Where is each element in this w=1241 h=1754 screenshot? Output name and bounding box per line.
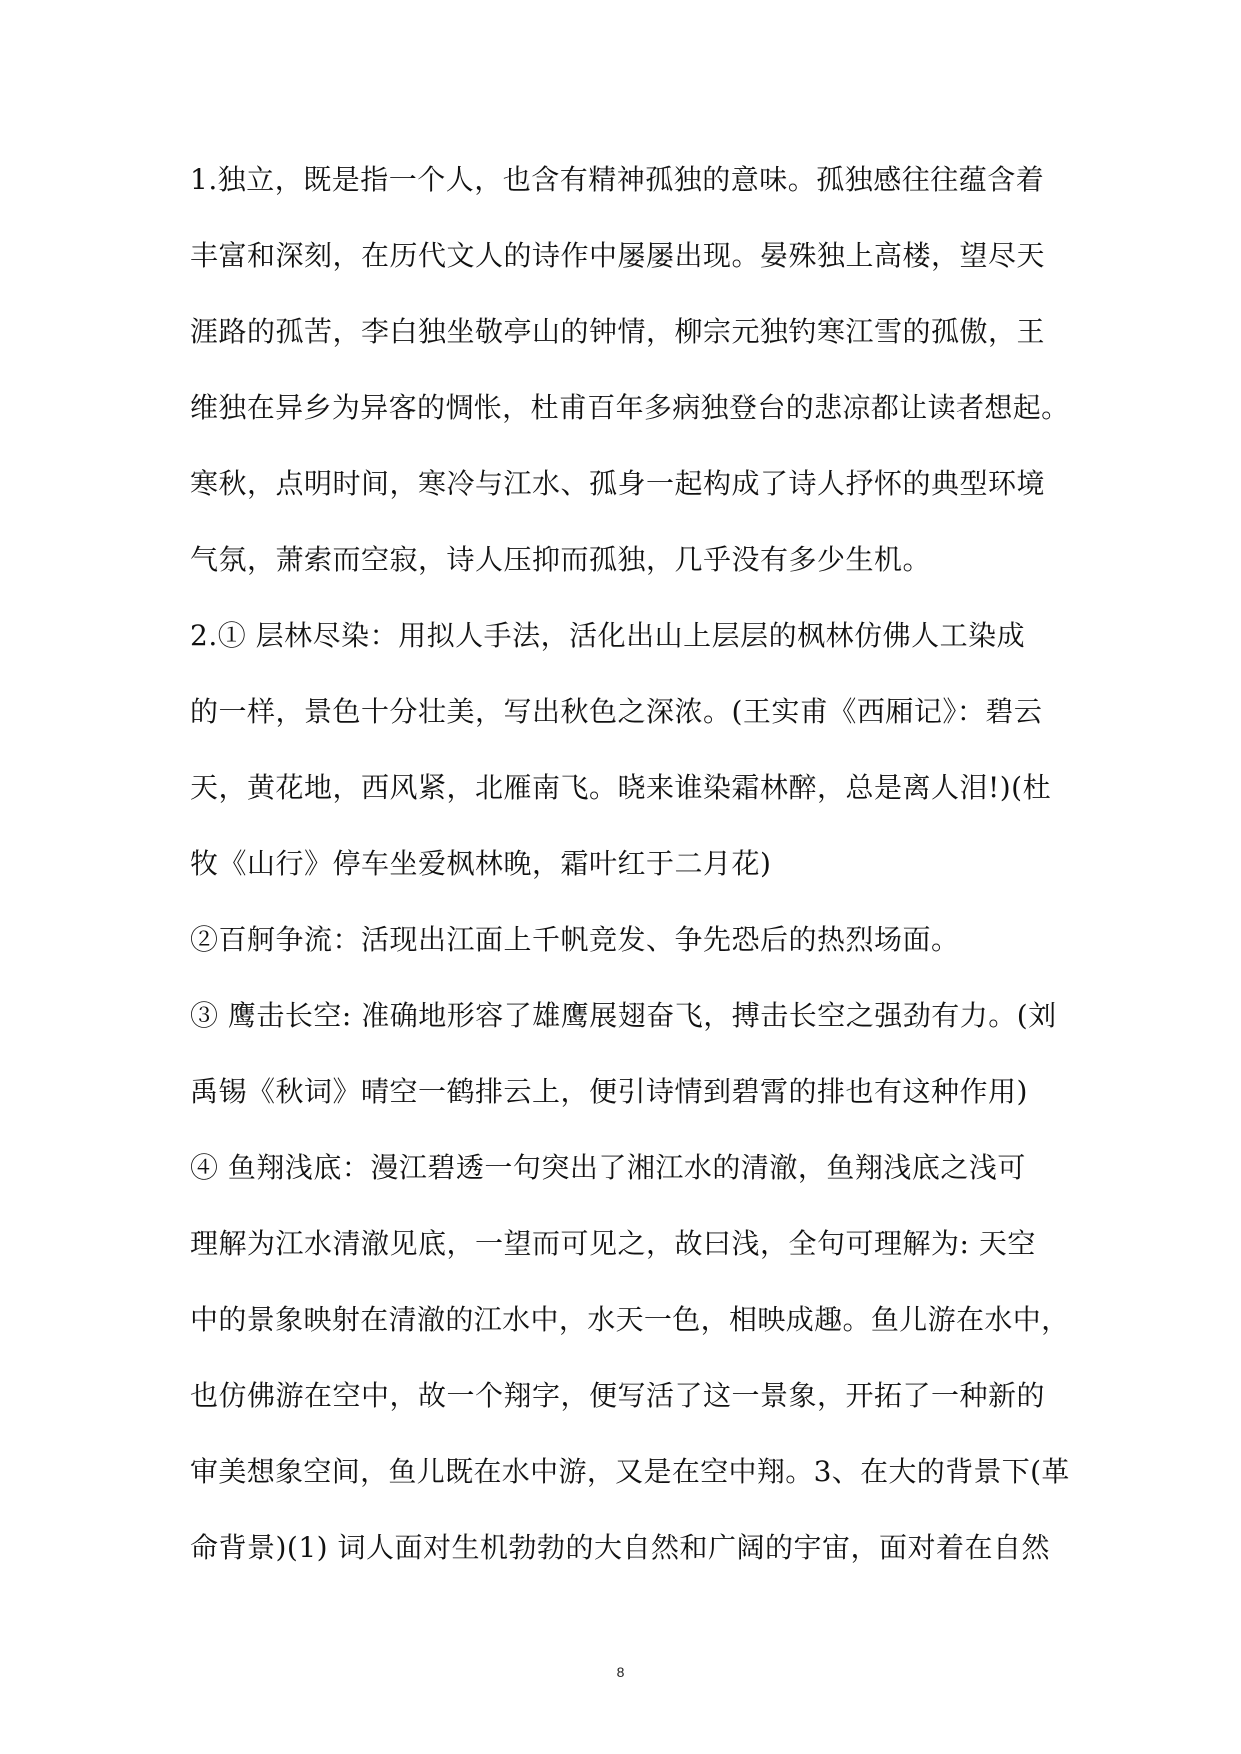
text-line: 寒秋，点明时间，寒冷与江水、孤身一起构成了诗人抒怀的典型环境 <box>190 467 1046 500</box>
text-line: 天，黄花地，西风紧，北雁南飞。晓来谁染霜林醉，总是离人泪!)(杜 <box>190 771 1052 804</box>
text-line: 也仿佛游在空中，故一个翔字，便写活了这一景象，开拓了一种新的 <box>190 1379 1046 1412</box>
page-number: 8 <box>616 1664 625 1680</box>
text-line: 中的景象映射在清澈的江水中，水天一色，相映成趣。鱼儿游在水中， <box>190 1303 1070 1336</box>
text-line: 审美想象空间，鱼儿既在水中游，又是在空中翔。3、在大的背景下(革 <box>190 1455 1070 1488</box>
text-line: 涯路的孤苦，李白独坐敬亭山的钟情，柳宗元独钓寒江雪的孤傲，王 <box>190 315 1046 348</box>
document-body <box>190 142 1070 1586</box>
text-line: 1.独立，既是指一个人，也含有精神孤独的意味。孤独感往往蕴含着 <box>190 163 1045 196</box>
text-line: 维独在异乡为异客的惆怅，杜甫百年多病独登台的悲凉都让读者想起。 <box>190 391 1070 424</box>
text-line: 牧《山行》停车坐爱枫林晚，霜叶红于二月花) <box>190 847 772 880</box>
text-line: ③ 鹰击长空: 准确地形容了雄鹰展翅奋飞，搏击长空之强劲有力。(刘 <box>190 999 1057 1032</box>
text-line: ④ 鱼翔浅底：漫江碧透一句突出了湘江水的清澈，鱼翔浅底之浅可 <box>190 1151 1026 1184</box>
text-line: 命背景)(1) 词人面对生机勃勃的大自然和广阔的宇宙，面对着在自然 <box>190 1531 1050 1564</box>
text-line: ②百舸争流：活现出江面上千帆竞发、争先恐后的热烈场面。 <box>190 923 960 956</box>
text-line: 丰富和深刻，在历代文人的诗作中屡屡出现。晏殊独上高楼，望尽天 <box>190 239 1046 272</box>
text-line: 禹锡《秋词》晴空一鹤排云上，便引诗情到碧霄的排也有这种作用) <box>190 1075 1028 1108</box>
text-line: 气氛，萧索而空寂，诗人压抑而孤独，几乎没有多少生机。 <box>190 543 932 576</box>
text-line: 2.① 层林尽染：用拟人手法，活化出山上层层的枫林仿佛人工染成 <box>190 619 1026 652</box>
text-line: 理解为江水清澈见底，一望而可见之，故曰浅，全句可理解为: 天空 <box>190 1227 1036 1260</box>
text-line: 的一样，景色十分壮美，写出秋色之深浓。(王实甫《西厢记》：碧云 <box>190 695 1043 728</box>
